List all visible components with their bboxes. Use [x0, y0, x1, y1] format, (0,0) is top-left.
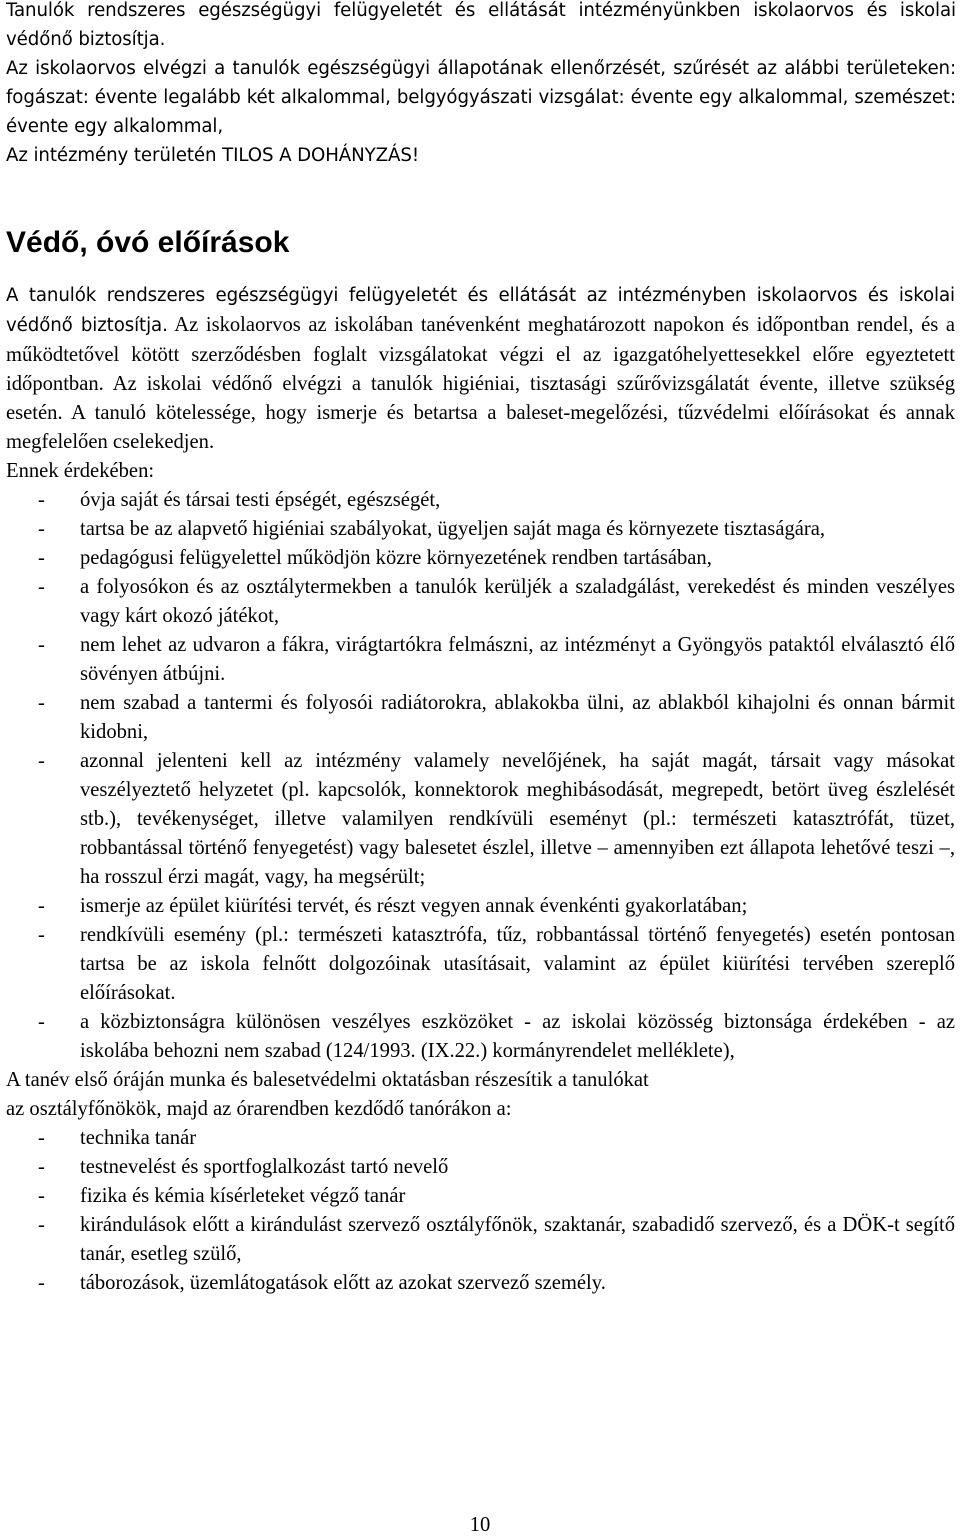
- list-item: [6, 892, 955, 921]
- section-heading: Védő, óvó előírások: [6, 226, 290, 259]
- list-dash: -: [38, 1010, 45, 1033]
- list-item: [6, 544, 955, 573]
- list-item-text: testnevelést és sportfoglalkozást tartó nevelő: [80, 1155, 449, 1178]
- list-item: [6, 921, 955, 1008]
- list-item: [6, 1153, 955, 1182]
- list-dash: -: [38, 488, 45, 511]
- list-item-text: tartsa be az alapvető higiéniai szabályokat, ügyeljen saját maga és környezete tisztaságára,: [80, 517, 826, 540]
- rules-list: [6, 486, 955, 1066]
- list-dash: -: [38, 1155, 45, 1178]
- intro-section: [6, 0, 956, 170]
- page-number: 10: [469, 1514, 491, 1536]
- list-item-text: a közbiztonságra különösen veszélyes eszközöket - az iskolai közösség biztonsága érdekében - az iskolába behozni nem szabad (124/1993. (IX.22.) kormányrendelet melléklete),: [80, 1010, 955, 1062]
- list-dash: -: [38, 1184, 45, 1207]
- list-item: [6, 573, 955, 631]
- list-dash: -: [38, 575, 45, 598]
- list-item: [6, 515, 955, 544]
- list-item-text: nem szabad a tantermi és folyosói radiátorokra, ablakokba ülni, az ablakból kihajolni és onnan bármit kidobni,: [80, 691, 955, 743]
- list-item-text: azonnal jelenteni kell az intézmény valamely nevelőjének, ha saját magát, társait vagy másokat veszélyeztető helyzetet (pl. kapcsolók, konnektorok meghibásodását, megrepedt, betört üveg észlelését stb.), tevékenységet, illetve valamilyen rendkívüli eseményt (pl.: természeti katasztrófát, tüzet, robbantással történő fenyegetést) vagy balesetet észlel, illetve – amennyiben ezt állapota lehetővé teszi –, ha rosszul érzi magát, vagy, ha megsérült;: [80, 749, 955, 888]
- list-item: [6, 631, 955, 689]
- list-item: [6, 1124, 955, 1153]
- intro-paragraph-1: Tanulók rendszeres egészségügyi felügyeletét és ellátását intézményünkben iskolaorvos és iskolai védőnő biztosítja.: [6, 0, 956, 50]
- list-item-text: pedagógusi felügyelettel működjön közre környezetének rendben tartásában,: [80, 546, 712, 569]
- body-section: [6, 281, 955, 1298]
- list-dash: -: [38, 1271, 45, 1294]
- training-text-line-2: az osztályfőnökök, majd az órarendben kezdődő tanórákon a:: [6, 1097, 512, 1120]
- list-item: [6, 747, 955, 892]
- body-paragraph: [6, 281, 955, 457]
- list-dash: -: [38, 1126, 45, 1149]
- list-item-text: nem lehet az udvaron a fákra, virágtartókra felmászni, az intézményt a Gyöngyös pataktól elválasztó élő sövényen átbújni.: [80, 633, 955, 685]
- list-item: [6, 1269, 955, 1298]
- list-item-text: technika tanár: [80, 1126, 197, 1149]
- list-dash: -: [38, 749, 45, 772]
- smoking-ban-notice: Az intézmény területén TILOS A DOHÁNYZÁS!: [6, 144, 420, 166]
- list-item-text: fizika és kémia kísérleteket végző tanár: [80, 1184, 406, 1207]
- list-dash: -: [38, 894, 45, 917]
- intro-paragraph-2: Az iskolaorvos elvégzi a tanulók egészségügyi állapotának ellenőrzését, szűrését az alábbi területeken: fogászat: évente legalább két alkalommal, belgyógyászati vizsgálat: évente egy alkalommal, szemészet: évente egy alkalommal,: [6, 57, 956, 137]
- list-item: [6, 689, 955, 747]
- body-paragraph-sans-part: A tanulók rendszeres egészségügyi felügyeletét és ellátását az intézményben iskolaorvos és iskolai védőnő biztosítja.: [6, 285, 955, 336]
- list-dash: -: [38, 691, 45, 714]
- list-item-text: táborozások, üzemlátogatások előtt az azokat szervező személy.: [80, 1271, 606, 1294]
- list-item: [6, 1211, 955, 1269]
- training-list: [6, 1124, 955, 1298]
- list-item: [6, 1182, 955, 1211]
- training-text-line-1: A tanév első óráján munka és balesetvédelmi oktatásban részesítik a tanulókat: [6, 1068, 649, 1091]
- list-dash: -: [38, 517, 45, 540]
- list-dash: -: [38, 1213, 45, 1236]
- lead-in-text: Ennek érdekében:: [6, 459, 155, 482]
- list-item: [6, 486, 955, 515]
- list-dash: -: [38, 546, 45, 569]
- list-dash: -: [38, 923, 45, 946]
- body-paragraph-serif-part: Az iskolaorvos az iskolában tanévenként meghatározott napokon és időpontban rendel, és a működtetővel kötött szerződésben foglalt vizsgálatokat végzi el az igazgatóhelyettesekkel előre egyeztetett időpontban. Az iskolai védőnő elvégzi a tanulók higiéniai, tisztasági szűrővizsgálatát évente, illetve szükség esetén. A tanuló kötelessége, hogy ismerje és betartsa a baleset-megelőzési, tűzvédelmi előírásokat és annak megfelelően cselekedjen.: [6, 313, 955, 453]
- list-item-text: a folyosókon és az osztálytermekben a tanulók kerüljék a szaladgálást, verekedést és minden veszélyes vagy kárt okozó játékot,: [80, 575, 955, 627]
- list-dash: -: [38, 633, 45, 656]
- list-item-text: kirándulások előtt a kirándulást szervező osztályfőnök, szaktanár, szabadidő szervező, és a DÖK-t segítő tanár, esetleg szülő,: [80, 1213, 955, 1265]
- list-item-text: rendkívüli esemény (pl.: természeti katasztrófa, tűz, robbantással történő fenyegetés) esetén pontosan tartsa be az iskola felnőtt dolgozóinak utasításait, valamint az épület kiürítési tervében szereplő előírásokat.: [80, 923, 955, 1004]
- list-item-text: ismerje az épület kiürítési tervét, és részt vegyen annak évenkénti gyakorlatában;: [80, 894, 748, 917]
- list-item: [6, 1008, 955, 1066]
- list-item-text: óvja saját és társai testi épségét, egészségét,: [80, 488, 441, 511]
